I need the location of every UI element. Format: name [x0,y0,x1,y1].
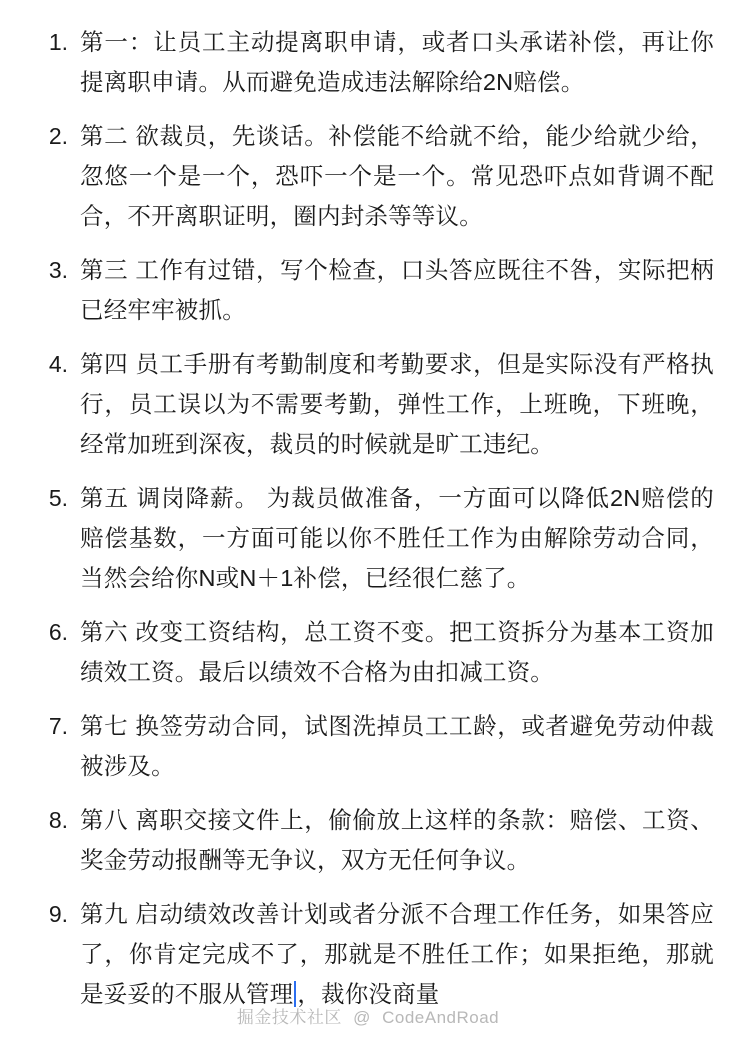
list-item-marker: 3. [48,257,68,283]
watermark-author: CodeAndRoad [382,1008,500,1027]
list-item-marker: 4. [48,351,68,377]
list-item [22,344,714,464]
list-item [22,706,714,786]
list-item-marker: 7. [48,713,68,739]
list-item-text: 第二 欲裁员，先谈话。补偿能不给就不给，能少给就少给，忽悠一个是一个，恐吓一个是一个。常见恐吓点如背调不配合，不开离职证明，圈内封杀等等议。 [80,123,714,229]
list-item [22,800,714,880]
list-item-text: 第六 改变工资结构，总工资不变。把工资拆分为基本工资加绩效工资。最后以绩效不合格为由扣减工资。 [80,619,714,685]
list-item-marker: 2. [48,123,68,149]
numbered-list [22,22,714,1014]
list-item-marker: 8. [48,807,68,833]
list-item [22,894,714,1014]
list-item [22,612,714,692]
list-item [22,116,714,236]
list-item [22,250,714,330]
list-item-marker: 6. [48,619,68,645]
list-item-text-with-caret: 第九 启动绩效改善计划或者分派不合理工作任务，如果答应了，你肯定完成不了，那就是不胜任工作；如果拒绝，那就是妥妥的不服从管理 ，裁你没商量 [80,901,714,1007]
watermark-source: 掘金技术社区 [236,1008,342,1027]
list-item-text: 第八 离职交接文件上，偷偷放上这样的条款：赔偿、工资、奖金劳动报酬等无争议，双方无任何争议。 [80,807,714,873]
list-item-text: 第一：让员工主动提离职申请，或者口头承诺补偿，再让你提离职申请。从而避免造成违法解除给2N赔偿。 [80,29,714,95]
list-item-marker: 1. [48,29,68,55]
list-item-text: 第四 员工手册有考勤制度和考勤要求，但是实际没有严格执行，员工误以为不需要考勤，弹性工作，上班晚，下班晚，经常加班到深夜，裁员的时候就是旷工违纪。 [80,351,714,457]
watermark-separator: @ [353,1008,371,1027]
list-item-text: 第七 换签劳动合同，试图洗掉员工工龄，或者避免劳动仲裁被涉及。 [80,713,714,779]
list-item [22,22,714,102]
list-item-text: 第三 工作有过错，写个检查，口头答应既往不咎，实际把柄已经牢牢被抓。 [80,257,714,323]
list-item-marker: 9. [48,901,68,927]
list-item-marker: 5. [48,485,68,511]
list-item-text: 第五 调岗降薪。 为裁员做准备，一方面可以降低2N赔偿的赔偿基数，一方面可能以你不胜任工作为由解除劳动合同，当然会给你N或N＋1补偿，已经很仁慈了。 [80,485,714,591]
watermark [0,1003,736,1028]
list-item [22,478,714,598]
